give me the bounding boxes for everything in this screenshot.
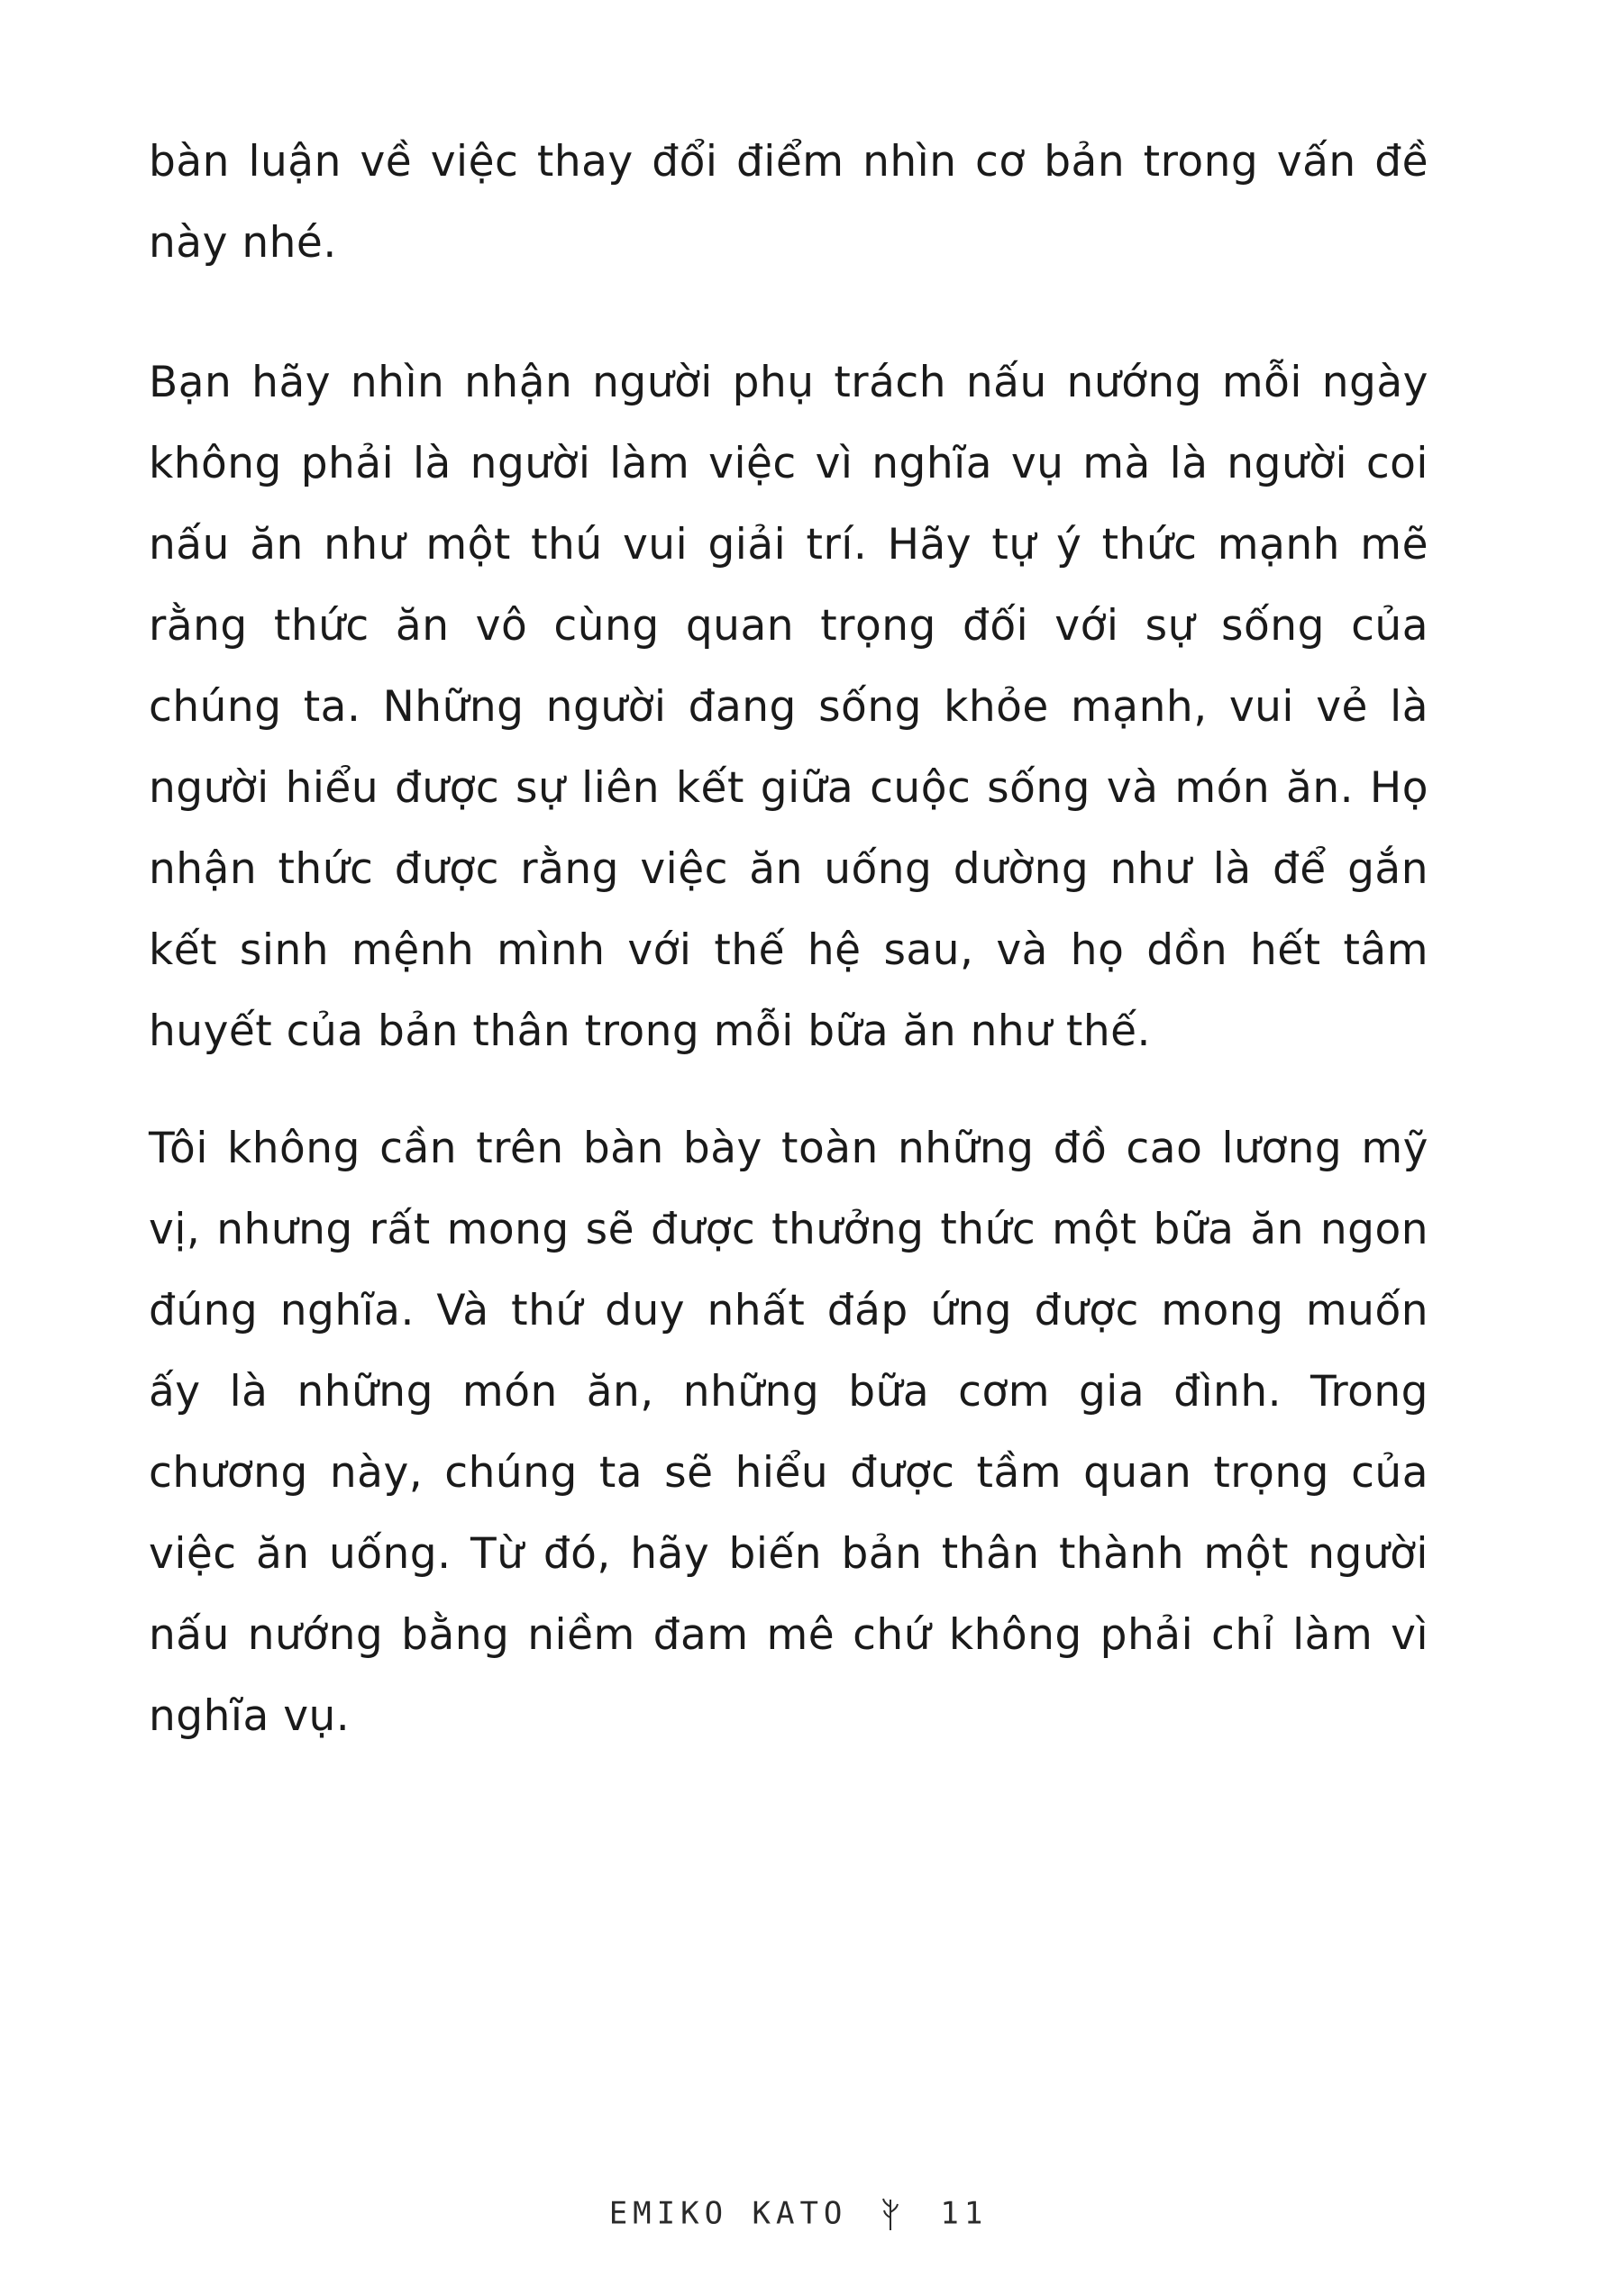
paragraph-line: đúng nghĩa. Và thứ duy nhất đáp ứng được mong muốn <box>149 1286 1428 1335</box>
paragraph-line: nhận thức được rằng việc ăn uống dường như là để gắn <box>149 844 1428 894</box>
author-name: EMIKO KATO <box>608 2195 848 2232</box>
paragraph-line: ấy là những món ăn, những bữa cơm gia đình. Trong <box>149 1367 1428 1417</box>
paragraph-line: chúng ta. Những người đang sống khỏe mạnh, vui vẻ là <box>149 682 1428 732</box>
paragraph-line: rằng thức ăn vô cùng quan trọng đối với sự sống của <box>149 601 1428 651</box>
sprig-icon <box>881 2196 900 2232</box>
page-footer <box>0 2194 1597 2232</box>
paragraph-line: nghĩa vụ. <box>149 1691 351 1741</box>
paragraph-line: việc ăn uống. Từ đó, hãy biến bản thân thành một người <box>149 1529 1428 1579</box>
paragraph-line: không phải là người làm việc vì nghĩa vụ mà là người coi <box>149 439 1428 488</box>
paragraph-line: chương này, chúng ta sẽ hiểu được tầm quan trọng của <box>149 1448 1428 1498</box>
page-number: 11 <box>940 2195 989 2232</box>
paragraph-line: vị, nhưng rất mong sẽ được thưởng thức một bữa ăn ngon <box>149 1205 1428 1254</box>
paragraph-line: bàn luận về việc thay đổi điểm nhìn cơ bản trong vấn đề <box>149 137 1428 187</box>
paragraph-line: kết sinh mệnh mình với thế hệ sau, và họ dồn hết tâm <box>149 925 1428 975</box>
paragraph-line: Bạn hãy nhìn nhận người phụ trách nấu nướng mỗi ngày <box>149 358 1428 407</box>
paragraph-line: này nhé. <box>149 218 337 268</box>
paragraph-line: nấu nướng bằng niềm đam mê chứ không phải chỉ làm vì <box>149 1610 1428 1660</box>
paragraph-line: Tôi không cần trên bàn bày toàn những đồ cao lương mỹ <box>149 1124 1428 1173</box>
paragraph-line: nấu ăn như một thú vui giải trí. Hãy tự ý thức mạnh mẽ <box>149 520 1428 569</box>
paragraph-line: huyết của bản thân trong mỗi bữa ăn như thế. <box>149 1007 1151 1056</box>
paragraph-line: người hiểu được sự liên kết giữa cuộc sống và món ăn. Họ <box>149 763 1428 813</box>
